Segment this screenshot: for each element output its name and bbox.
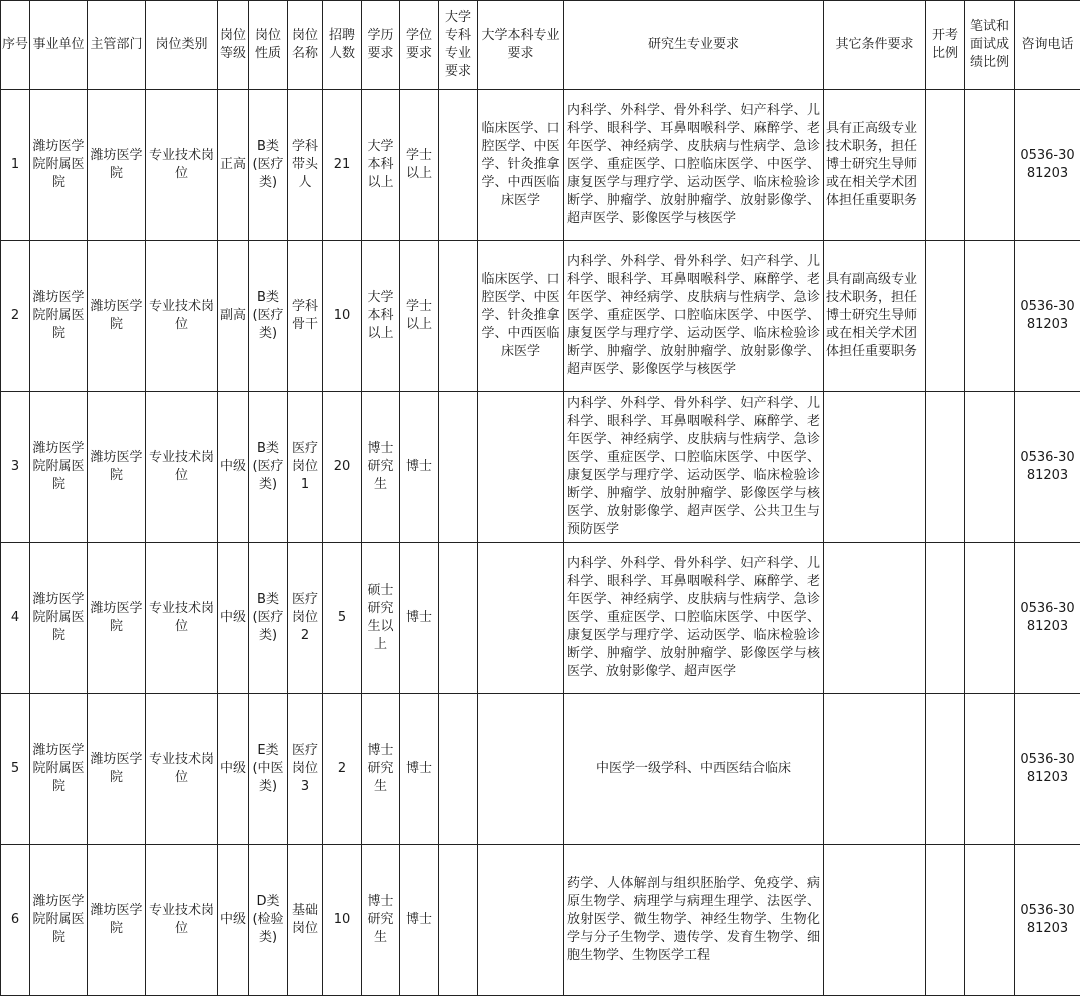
cell-other: 具有正高级专业技术职务，担任博士研究生导师或在相关学术团体担任重要职务 <box>824 90 926 241</box>
cell-college <box>439 392 478 543</box>
cell-no: 2 <box>1 241 30 392</box>
cell-count: 10 <box>323 845 362 996</box>
cell-level: 中级 <box>218 392 249 543</box>
cell-edu: 大学本科以上 <box>362 241 400 392</box>
cell-score <box>965 845 1015 996</box>
cell-degree: 学士以上 <box>400 241 439 392</box>
cell-grad: 内科学、外科学、骨外科学、妇产科学、儿科学、眼科学、耳鼻咽喉科学、麻醉学、老年医学、神经病学、皮肤病与性病学、急诊医学、重症医学、口腔临床医学、中医学、康复医学与理疗学、运动医学、临床检验诊断学、肿瘤学、放射肿瘤学、影像医学与核医学、放射影像学、超声医学 <box>564 543 824 694</box>
cell-dept: 潍坊医学院 <box>88 90 146 241</box>
cell-phone: 0536-3081203 <box>1015 90 1080 241</box>
cell-name: 基础岗位 <box>288 845 323 996</box>
cell-edu: 博士研究生 <box>362 694 400 845</box>
cell-ratio <box>926 694 965 845</box>
cell-name: 医疗岗位1 <box>288 392 323 543</box>
cell-category: 专业技术岗位 <box>146 241 218 392</box>
header-cell: 事业单位 <box>30 1 88 90</box>
cell-dept: 潍坊医学院 <box>88 241 146 392</box>
cell-no: 5 <box>1 694 30 845</box>
cell-level: 中级 <box>218 694 249 845</box>
cell-count: 20 <box>323 392 362 543</box>
cell-no: 3 <box>1 392 30 543</box>
header-cell: 学位要求 <box>400 1 439 90</box>
cell-category: 专业技术岗位 <box>146 392 218 543</box>
cell-level: 副高 <box>218 241 249 392</box>
header-cell: 研究生专业要求 <box>564 1 824 90</box>
table-row <box>1 845 1080 996</box>
cell-nature: B类(医疗类) <box>249 543 288 694</box>
header-cell: 招聘人数 <box>323 1 362 90</box>
header-cell: 其它条件要求 <box>824 1 926 90</box>
cell-grad: 内科学、外科学、骨外科学、妇产科学、儿科学、眼科学、耳鼻咽喉科学、麻醉学、老年医学、神经病学、皮肤病与性病学、急诊医学、重症医学、口腔临床医学、中医学、康复医学与理疗学、运动医学、临床检验诊断学、肿瘤学、放射肿瘤学、放射影像学、超声医学、影像医学与核医学 <box>564 90 824 241</box>
cell-other <box>824 845 926 996</box>
cell-ratio <box>926 392 965 543</box>
cell-no: 4 <box>1 543 30 694</box>
cell-no: 6 <box>1 845 30 996</box>
header-cell: 大学专科专业要求 <box>439 1 478 90</box>
cell-score <box>965 694 1015 845</box>
cell-count: 2 <box>323 694 362 845</box>
cell-grad: 内科学、外科学、骨外科学、妇产科学、儿科学、眼科学、耳鼻咽喉科学、麻醉学、老年医学、神经病学、皮肤病与性病学、急诊医学、重症医学、口腔临床医学、中医学、康复医学与理疗学、运动医学、临床检验诊断学、肿瘤学、放射肿瘤学、放射影像学、超声医学、影像医学与核医学 <box>564 241 824 392</box>
cell-bachelor <box>478 694 564 845</box>
cell-other <box>824 392 926 543</box>
cell-score <box>965 392 1015 543</box>
cell-category: 专业技术岗位 <box>146 845 218 996</box>
header-cell: 学历要求 <box>362 1 400 90</box>
cell-category: 专业技术岗位 <box>146 694 218 845</box>
cell-unit: 潍坊医学院附属医院 <box>30 392 88 543</box>
cell-dept: 潍坊医学院 <box>88 392 146 543</box>
header-cell: 开考比例 <box>926 1 965 90</box>
cell-name: 医疗岗位2 <box>288 543 323 694</box>
cell-nature: B类(医疗类) <box>249 241 288 392</box>
table-row <box>1 543 1080 694</box>
header-cell: 岗位等级 <box>218 1 249 90</box>
header-row <box>1 1 1080 90</box>
cell-category: 专业技术岗位 <box>146 543 218 694</box>
table-row <box>1 90 1080 241</box>
cell-unit: 潍坊医学院附属医院 <box>30 90 88 241</box>
cell-bachelor: 临床医学、口腔医学、中医学、针灸推拿学、中西医临床医学 <box>478 241 564 392</box>
cell-phone: 0536-3081203 <box>1015 392 1080 543</box>
cell-name: 医疗岗位3 <box>288 694 323 845</box>
cell-dept: 潍坊医学院 <box>88 694 146 845</box>
cell-count: 10 <box>323 241 362 392</box>
cell-college <box>439 694 478 845</box>
cell-edu: 博士研究生 <box>362 392 400 543</box>
cell-name: 学科带头人 <box>288 90 323 241</box>
cell-score <box>965 241 1015 392</box>
cell-category: 专业技术岗位 <box>146 90 218 241</box>
cell-grad: 中医学一级学科、中西医结合临床 <box>564 694 824 845</box>
cell-ratio <box>926 543 965 694</box>
cell-bachelor <box>478 392 564 543</box>
cell-degree: 博士 <box>400 392 439 543</box>
header-cell: 大学本科专业要求 <box>478 1 564 90</box>
cell-unit: 潍坊医学院附属医院 <box>30 845 88 996</box>
cell-unit: 潍坊医学院附属医院 <box>30 694 88 845</box>
cell-count: 5 <box>323 543 362 694</box>
cell-nature: B类(医疗类) <box>249 392 288 543</box>
cell-edu: 硕士研究生以上 <box>362 543 400 694</box>
cell-count: 21 <box>323 90 362 241</box>
cell-phone: 0536-3081203 <box>1015 543 1080 694</box>
table-row <box>1 392 1080 543</box>
cell-other <box>824 543 926 694</box>
cell-ratio <box>926 90 965 241</box>
cell-nature: D类(检验类) <box>249 845 288 996</box>
cell-degree: 学士以上 <box>400 90 439 241</box>
cell-other <box>824 694 926 845</box>
cell-score <box>965 90 1015 241</box>
cell-college <box>439 543 478 694</box>
cell-dept: 潍坊医学院 <box>88 845 146 996</box>
cell-degree: 博士 <box>400 694 439 845</box>
cell-nature: E类(中医类) <box>249 694 288 845</box>
cell-unit: 潍坊医学院附属医院 <box>30 543 88 694</box>
header-cell: 岗位名称 <box>288 1 323 90</box>
header-cell: 笔试和面试成绩比例 <box>965 1 1015 90</box>
cell-degree: 博士 <box>400 845 439 996</box>
cell-ratio <box>926 241 965 392</box>
cell-bachelor: 临床医学、口腔医学、中医学、针灸推拿学、中西医临床医学 <box>478 90 564 241</box>
cell-grad: 药学、人体解剖与组织胚胎学、免疫学、病原生物学、病理学与病理生理学、法医学、放射医学、微生物学、神经生物学、生物化学与分子生物学、遗传学、发育生物学、细胞生物学、生物医学工程 <box>564 845 824 996</box>
cell-name: 学科骨干 <box>288 241 323 392</box>
cell-level: 中级 <box>218 845 249 996</box>
cell-bachelor <box>478 845 564 996</box>
header-cell: 岗位性质 <box>249 1 288 90</box>
cell-nature: B类(医疗类) <box>249 90 288 241</box>
cell-bachelor <box>478 543 564 694</box>
cell-edu: 博士研究生 <box>362 845 400 996</box>
cell-unit: 潍坊医学院附属医院 <box>30 241 88 392</box>
header-cell: 岗位类别 <box>146 1 218 90</box>
header-cell: 主管部门 <box>88 1 146 90</box>
cell-college <box>439 845 478 996</box>
header-cell: 序号 <box>1 1 30 90</box>
cell-phone: 0536-3081203 <box>1015 694 1080 845</box>
cell-college <box>439 90 478 241</box>
cell-level: 正高 <box>218 90 249 241</box>
table-row <box>1 241 1080 392</box>
cell-dept: 潍坊医学院 <box>88 543 146 694</box>
header-cell: 咨询电话 <box>1015 1 1080 90</box>
table-row <box>1 694 1080 845</box>
cell-ratio <box>926 845 965 996</box>
cell-edu: 大学本科以上 <box>362 90 400 241</box>
cell-degree: 博士 <box>400 543 439 694</box>
cell-other: 具有副高级专业技术职务，担任博士研究生导师或在相关学术团体担任重要职务 <box>824 241 926 392</box>
cell-score <box>965 543 1015 694</box>
cell-level: 中级 <box>218 543 249 694</box>
cell-phone: 0536-3081203 <box>1015 845 1080 996</box>
cell-grad: 内科学、外科学、骨外科学、妇产科学、儿科学、眼科学、耳鼻咽喉科学、麻醉学、老年医学、神经病学、皮肤病与性病学、急诊医学、重症医学、口腔临床医学、中医学、康复医学与理疗学、运动医学、临床检验诊断学、肿瘤学、放射肿瘤学、影像医学与核医学、放射影像学、超声医学、公共卫生与预防医学 <box>564 392 824 543</box>
cell-college <box>439 241 478 392</box>
cell-no: 1 <box>1 90 30 241</box>
cell-phone: 0536-3081203 <box>1015 241 1080 392</box>
